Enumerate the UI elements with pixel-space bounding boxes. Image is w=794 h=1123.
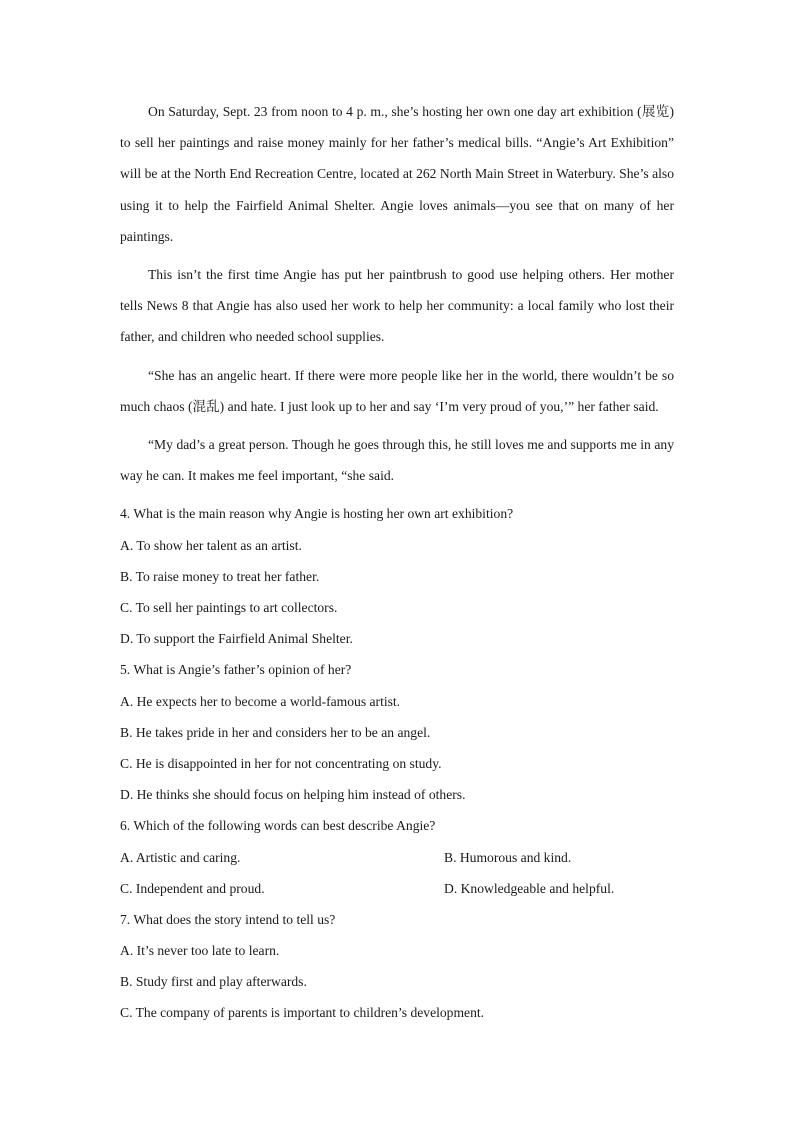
options-row-1 bbox=[120, 842, 674, 873]
document-page bbox=[120, 96, 674, 1029]
passage-paragraph-3: “She has an angelic heart. If there were more people like her in the world, there wouldn’t be so much chaos (混乱) and hate. I just look up to her and say ‘I’m very proud of you,’” her father said. bbox=[120, 367, 674, 414]
option-c: C. He is disappointed in her for not concentrating on study. bbox=[120, 755, 442, 771]
question-stem: 4. What is the main reason why Angie is hosting her own art exhibition? bbox=[120, 506, 514, 522]
option-a: A. He expects her to become a world-famous artist. bbox=[120, 693, 401, 709]
question-7 bbox=[120, 904, 674, 1029]
question-4 bbox=[120, 498, 674, 654]
question-stem: 7. What does the story intend to tell us? bbox=[120, 911, 336, 927]
option-c: C. Independent and proud. bbox=[120, 880, 265, 896]
option-b: B. Humorous and kind. bbox=[444, 849, 572, 865]
option-b: B. To raise money to treat her father. bbox=[120, 568, 320, 584]
option-d: D. Knowledgeable and helpful. bbox=[444, 880, 615, 896]
reading-passage bbox=[120, 96, 674, 491]
option-a: A. Artistic and caring. bbox=[120, 849, 241, 865]
option-d: D. To support the Fairfield Animal Shelter. bbox=[120, 631, 353, 647]
passage-paragraph-4: “My dad’s a great person. Though he goes through this, he still loves me and supports me in any way he can. It makes me feel important, “she said. bbox=[120, 437, 674, 484]
question-6 bbox=[120, 810, 674, 904]
options-row-2 bbox=[120, 873, 674, 904]
option-c: C. The company of parents is important to children’s development. bbox=[120, 1005, 485, 1021]
option-a: A. To show her talent as an artist. bbox=[120, 537, 302, 553]
option-b: B. He takes pride in her and considers her to be an angel. bbox=[120, 724, 431, 740]
option-c: C. To sell her paintings to art collectors. bbox=[120, 600, 338, 615]
passage-paragraph-1: On Saturday, Sept. 23 from noon to 4 p. m., she’s hosting her own one day art exhibition (展览) to sell her paintings and raise money mainly for her father’s medical bills. “Angie’s Art Exhibition” will be at the North End Recreation Centre, located at 262 North Main Street in Waterbury. She’s also using it to help the Fairfield Animal Shelter. Angie loves animals—you see that on many of her paintings. bbox=[120, 104, 674, 244]
option-d: D. He thinks she should focus on helping him instead of others. bbox=[120, 787, 466, 803]
passage-paragraph-2: This isn’t the first time Angie has put her paintbrush to good use helping others. Her mother tells News 8 that Angie has also used her work to help her community: a local family who lost their father, and children who needed school supplies. bbox=[120, 267, 674, 345]
question-5 bbox=[120, 654, 674, 810]
question-stem: 6. Which of the following words can best describe Angie? bbox=[120, 818, 436, 834]
question-stem: 5. What is Angie’s father’s opinion of her? bbox=[120, 662, 352, 678]
option-b: B. Study first and play afterwards. bbox=[120, 974, 307, 990]
option-a: A. It’s never too late to learn. bbox=[120, 943, 280, 959]
